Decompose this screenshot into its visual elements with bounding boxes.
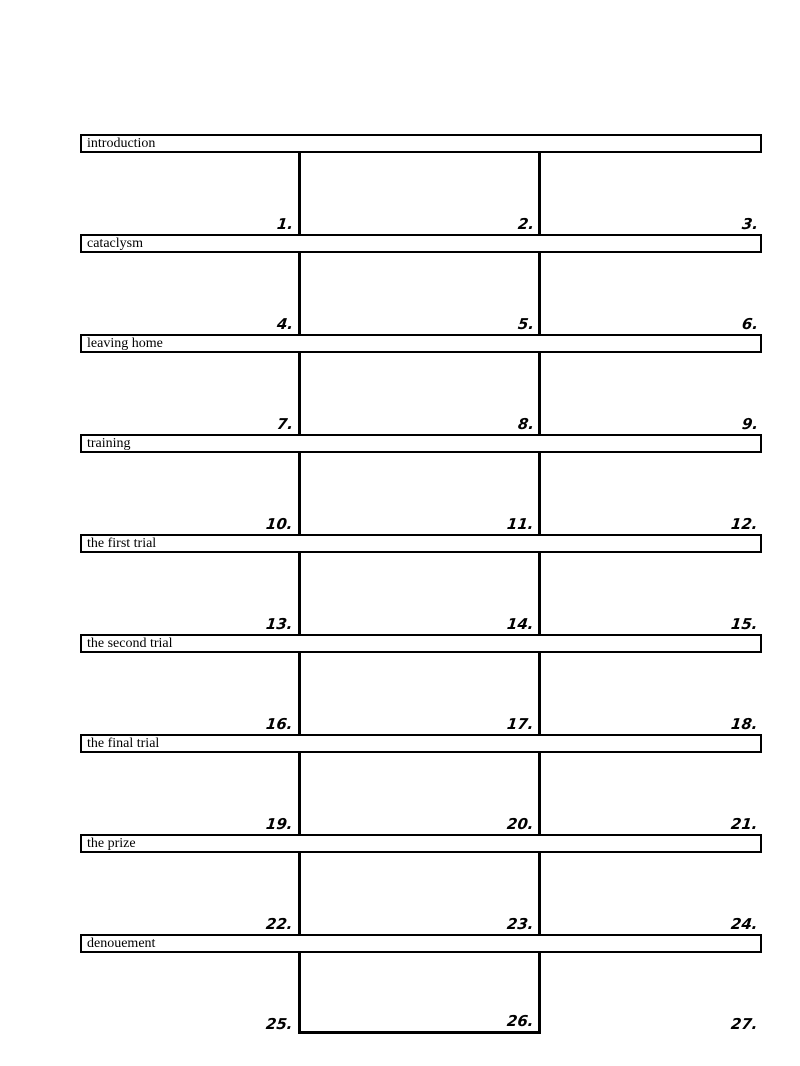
section-panel-row: [80, 853, 762, 934]
panel-number: 3.: [740, 215, 759, 233]
section-label: leaving home: [87, 335, 163, 351]
panel-number: 26.: [506, 1012, 535, 1030]
panel-cell-right: [541, 453, 762, 534]
panel-number: 2.: [516, 215, 535, 233]
panel-number: 16.: [265, 715, 294, 733]
panel-number: 14.: [506, 615, 535, 633]
panel-cell-middle: [298, 753, 541, 834]
story-section: [80, 234, 762, 334]
section-panel-row: [80, 253, 762, 334]
section-header-bar: [80, 934, 762, 953]
section-header-bar: [80, 834, 762, 853]
panel-number: 23.: [506, 915, 535, 933]
panel-number: 27.: [730, 1015, 759, 1033]
panel-number: 5.: [516, 315, 535, 333]
panel-cell-left: [80, 953, 298, 1034]
panel-number: 22.: [265, 915, 294, 933]
section-header-bar: [80, 134, 762, 153]
panel-cell-middle: [298, 353, 541, 434]
panel-cell-left: [80, 153, 298, 234]
section-label: the second trial: [87, 635, 173, 651]
panel-number: 6.: [740, 315, 759, 333]
section-header-bar: [80, 534, 762, 553]
story-section: [80, 834, 762, 934]
section-label: introduction: [87, 135, 156, 151]
panel-number: 13.: [265, 615, 294, 633]
panel-cell-right: [541, 653, 762, 734]
story-section: [80, 934, 762, 1034]
panel-cell-middle: [298, 453, 541, 534]
panel-cell-left: [80, 253, 298, 334]
panel-cell-left: [80, 353, 298, 434]
story-section: [80, 734, 762, 834]
section-label: the prize: [87, 835, 136, 851]
story-section: [80, 634, 762, 734]
panel-cell-middle: [298, 653, 541, 734]
panel-number: 9.: [740, 415, 759, 433]
panel-cell-right: [541, 253, 762, 334]
panel-number: 7.: [275, 415, 294, 433]
panel-cell-right: [541, 553, 762, 634]
section-label: the first trial: [87, 535, 157, 551]
panel-number: 19.: [265, 815, 294, 833]
panel-cell-left: [80, 753, 298, 834]
section-header-bar: [80, 434, 762, 453]
panel-cell-middle: [298, 153, 541, 234]
panel-number: 18.: [730, 715, 759, 733]
section-label: cataclysm: [87, 235, 143, 251]
panel-number: 17.: [506, 715, 535, 733]
panel-cell-middle: [298, 853, 541, 934]
section-panel-row: [80, 753, 762, 834]
panel-number: 8.: [516, 415, 535, 433]
story-section: [80, 434, 762, 534]
panel-number: 20.: [506, 815, 535, 833]
panel-cell-left: [80, 553, 298, 634]
panel-cell-right: [541, 853, 762, 934]
panel-number: 25.: [265, 1015, 294, 1033]
panel-cell-right: [541, 153, 762, 234]
story-section: [80, 134, 762, 234]
section-header-bar: [80, 334, 762, 353]
section-label: denouement: [87, 935, 156, 951]
panel-number: 10.: [265, 515, 294, 533]
panel-cell-left: [80, 653, 298, 734]
panel-cell-left: [80, 453, 298, 534]
panel-number: 11.: [506, 515, 535, 533]
panel-number: 4.: [275, 315, 294, 333]
panel-cell-middle: [298, 253, 541, 334]
panel-cell-middle: [298, 553, 541, 634]
story-section: [80, 334, 762, 434]
story-section: [80, 534, 762, 634]
panel-cell-left: [80, 853, 298, 934]
section-label: the final trial: [87, 735, 160, 751]
panel-number: 15.: [730, 615, 759, 633]
section-panel-row: [80, 153, 762, 234]
section-panel-row: [80, 353, 762, 434]
section-header-bar: [80, 634, 762, 653]
story-sections-container: [80, 134, 762, 1034]
section-panel-row: [80, 953, 762, 1034]
section-panel-row: [80, 553, 762, 634]
section-header-bar: [80, 734, 762, 753]
panel-number: 24.: [730, 915, 759, 933]
panel-number: 21.: [730, 815, 759, 833]
panel-cell-right: [541, 953, 762, 1034]
panel-cell-right: [541, 353, 762, 434]
section-label: training: [87, 435, 131, 451]
panel-number: 1.: [275, 215, 294, 233]
section-header-bar: [80, 234, 762, 253]
section-panel-row: [80, 653, 762, 734]
panel-cell-middle: [298, 953, 541, 1034]
panel-cell-right: [541, 753, 762, 834]
section-panel-row: [80, 453, 762, 534]
panel-number: 12.: [730, 515, 759, 533]
